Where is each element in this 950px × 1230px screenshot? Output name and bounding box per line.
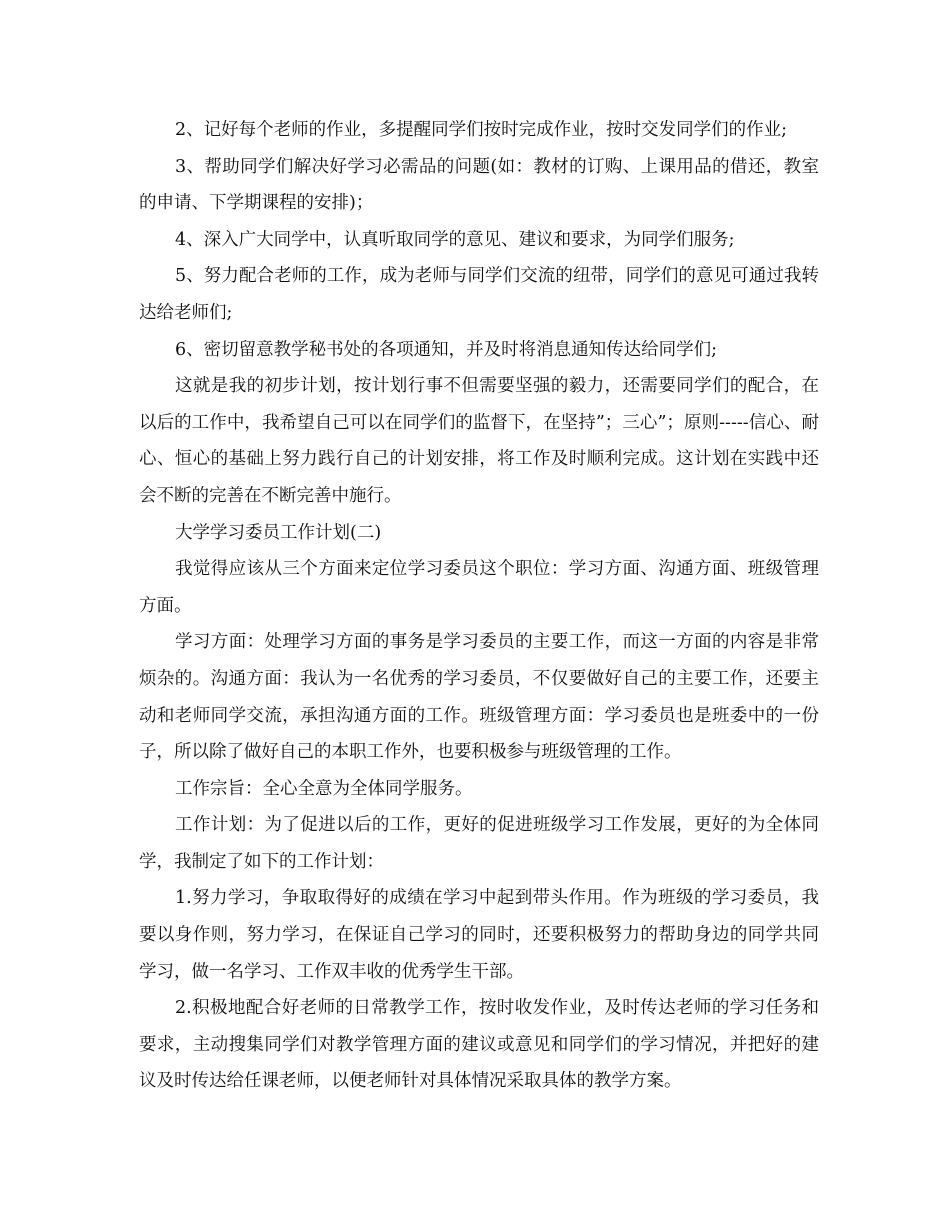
plan-summary-paragraph: 这就是我的初步计划，按计划行事不但需要坚强的毅力，还需要同学们的配合，在以后的工作中，我希望自己可以在同学们的监督下，在坚持”；三心”；原则-----信心、耐心、恒心的基础上努力践行自己的计划安排，将工作及时顺利完成。这计划在实践中还会不断的完善在不断完善中施行。 bbox=[139, 376, 819, 506]
paragraph-item-6: 6、密切留意教学秘书处的各项通知，并及时将消息通知传达给同学们; bbox=[175, 339, 718, 360]
work-purpose-paragraph: 工作宗旨：全心全意为全体同学服务。 bbox=[175, 778, 473, 799]
positioning-paragraph: 我觉得应该从三个方面来定位学习委员这个职位：学习方面、沟通方面、班级管理方面。 bbox=[139, 559, 819, 616]
aspects-paragraph: 学习方面：处理学习方面的事务是学习委员的主要工作，而这一方面的内容是非常烦杂的。沟通方面：我认为一名优秀的学习委员，不仅要做好自己的主要工作，还要主动和老师同学交流，承担沟通方面的工作。班级管理方面：学习委员也是班委中的一份子，所以除了做好自己的本职工作外，也要积极参与班级管理的工作。 bbox=[139, 632, 819, 763]
plan-item-1: 1.努力学习，争取取得好的成绩在学习中起到带头作用。作为班级的学习委员，我要以身作则，努力学习，在保证自己学习的同时，还要积极努力的帮助身边的同学共同学习，做一名学习、工作双丰收的优秀学生干部。 bbox=[139, 888, 819, 982]
work-plan-intro-paragraph: 工作计划：为了促进以后的工作，更好的促进班级学习工作发展，更好的为全体同学，我制定了如下的工作计划： bbox=[139, 815, 819, 872]
paragraph-item-4: 4、深入广大同学中，认真听取同学的意见、建议和要求，为同学们服务; bbox=[175, 229, 735, 250]
paragraph-item-5: 5、努力配合老师的工作，成为老师与同学们交流的纽带，同学们的意见可通过我转达给老师们; bbox=[139, 266, 819, 323]
section-heading: 大学学习委员工作计划(二) bbox=[175, 522, 382, 543]
plan-item-2: 2.积极地配合好老师的日常教学工作，按时收发作业，及时传达老师的学习任务和要求，主动搜集同学们对教学管理方面的建议或意见和同学们的学习情况，并把好的建议及时传达给任课老师，以便老师针对具体情况采取具体的教学方案。 bbox=[139, 998, 819, 1092]
document-body bbox=[139, 112, 819, 1100]
paragraph-item-3: 3、帮助同学们解决好学习必需品的问题(如：教材的订购、上课用品的借还，教室的申请、下学期课程的安排)； bbox=[139, 156, 819, 214]
paragraph-item-2: 2、记好每个老师的作业，多提醒同学们按时完成作业，按时交发同学们的作业; bbox=[175, 120, 788, 140]
